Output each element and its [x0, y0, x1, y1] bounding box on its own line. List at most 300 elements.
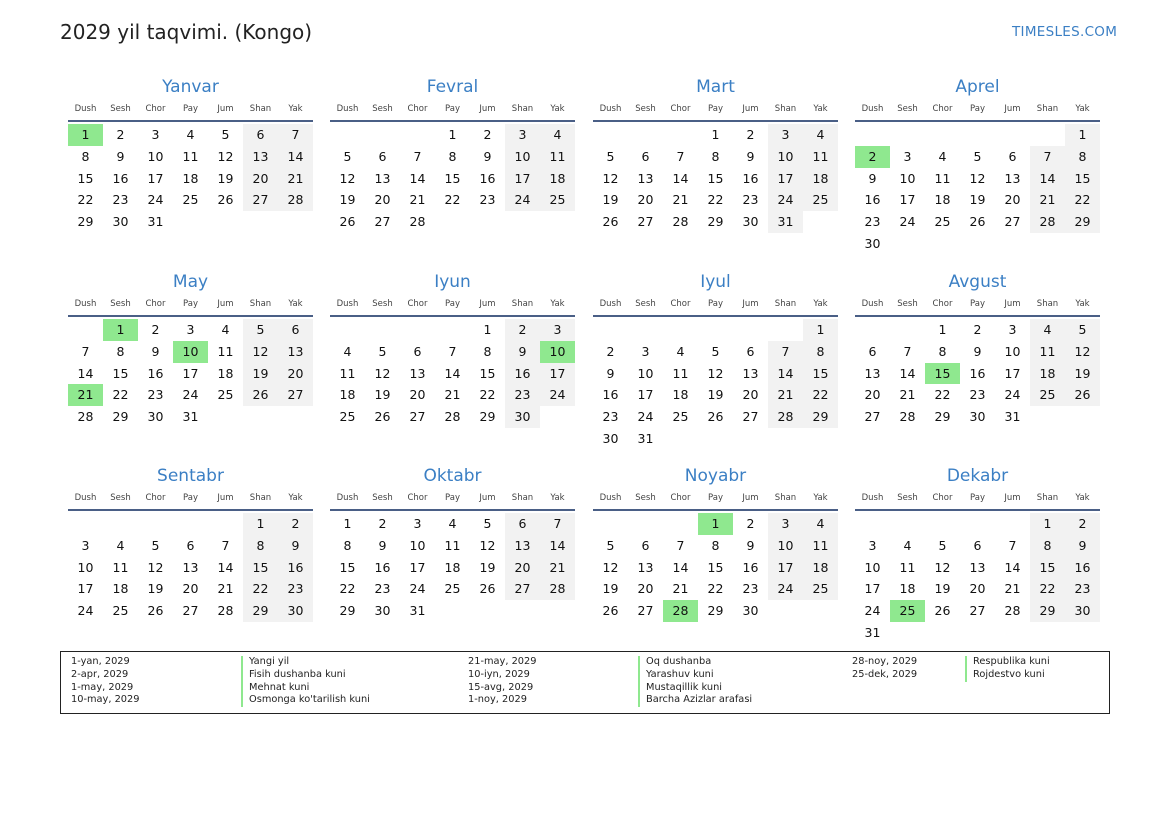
day-cell: 14: [540, 535, 575, 557]
weekday-label: Chor: [932, 104, 953, 114]
day-cell: 3: [413, 516, 422, 531]
day-cell: 16: [374, 559, 391, 575]
day-cell: 10: [409, 537, 426, 553]
day-cell: 6: [973, 537, 982, 553]
day-cell: 14: [217, 559, 234, 575]
day-cell: 20: [742, 387, 759, 403]
day-cell: 9: [746, 537, 755, 553]
weekday-label: Chor: [145, 493, 166, 503]
weekday-label: Shan: [1036, 493, 1059, 503]
empty-cell: [960, 513, 995, 535]
day-cell: 14: [672, 559, 689, 575]
day-cell: 10: [505, 146, 540, 168]
day-cell: 7: [278, 124, 313, 146]
holiday-day-cell: 1: [698, 513, 733, 535]
day-cell: 25: [1030, 384, 1065, 406]
day-cell: 23: [112, 192, 129, 208]
day-cell: 3: [641, 343, 650, 359]
day-cell: 7: [448, 343, 457, 359]
day-cell: 30: [864, 235, 881, 251]
day-cell: 7: [221, 537, 230, 553]
day-cell: 20: [243, 168, 278, 190]
day-cell: 5: [606, 537, 615, 553]
day-cell: 1: [243, 513, 278, 535]
day-cell: 13: [409, 365, 426, 381]
holiday-day-cell: 21: [68, 384, 103, 406]
empty-cell: [365, 319, 400, 341]
day-cell: 13: [182, 559, 199, 575]
day-cell: 25: [444, 581, 461, 597]
empty-cell: [995, 124, 1030, 146]
day-cell: 19: [1065, 363, 1100, 385]
day-cell: 28: [1030, 211, 1065, 233]
empty-cell: [890, 513, 925, 535]
empty-cell: [400, 319, 435, 341]
day-cell: 16: [602, 387, 619, 403]
day-cell: 12: [602, 170, 619, 186]
day-cell: 15: [803, 363, 838, 385]
weekday-label: Jum: [217, 104, 234, 114]
weekday-label: Yak: [550, 299, 565, 309]
weekday-label: Jum: [479, 104, 496, 114]
month-name: Oktabr: [423, 466, 482, 486]
weekday-label: Sesh: [635, 493, 656, 503]
day-cell: 26: [1065, 384, 1100, 406]
brand-link[interactable]: TIMESLES.COM: [1012, 24, 1118, 40]
weekday-label: Shan: [511, 299, 534, 309]
day-cell: 9: [505, 341, 540, 363]
day-cell: 8: [1030, 535, 1065, 557]
day-cell: 2: [746, 127, 755, 142]
day-cell: 2: [116, 127, 125, 142]
day-cell: 9: [116, 148, 125, 164]
day-cell: 21: [409, 192, 426, 208]
day-cell: 14: [409, 170, 426, 186]
day-cell: 2: [973, 322, 982, 337]
legend-date: 1-may, 2029: [71, 681, 134, 693]
legend-holiday-name: Yangi yil: [241, 656, 370, 669]
holiday-day-cell: 15: [925, 363, 960, 385]
day-cell: 11: [1030, 341, 1065, 363]
weekday-label: Sesh: [110, 104, 131, 114]
day-cell: 24: [147, 192, 164, 208]
empty-cell: [663, 513, 698, 535]
day-cell: 12: [339, 170, 356, 186]
day-cell: 28: [768, 406, 803, 428]
weekday-header: [68, 102, 313, 122]
day-cell: 28: [899, 409, 916, 425]
empty-cell: [138, 513, 173, 535]
day-cell: 11: [112, 559, 129, 575]
day-cell: 26: [147, 603, 164, 619]
day-cell: 20: [637, 192, 654, 208]
weekday-label: Pay: [445, 299, 460, 309]
day-cell: 15: [707, 170, 724, 186]
weekday-label: Dush: [336, 104, 359, 114]
day-cell: 18: [540, 168, 575, 190]
day-cell: 29: [707, 603, 724, 619]
weekday-label: Yak: [288, 493, 303, 503]
day-cell: 10: [768, 146, 803, 168]
day-cell: 31: [768, 211, 803, 233]
empty-cell: [733, 319, 768, 341]
day-cell: 26: [374, 409, 391, 425]
day-cell: 29: [339, 603, 356, 619]
day-cell: 15: [243, 557, 278, 579]
day-cell: 13: [1004, 170, 1021, 186]
day-cell: 28: [217, 603, 234, 619]
weekday-label: Yak: [1075, 493, 1090, 503]
day-cell: 20: [374, 192, 391, 208]
holiday-day-cell: 10: [173, 341, 208, 363]
legend-holiday-name: Rojdestvo kuni: [965, 669, 1050, 682]
day-cell: 3: [81, 537, 90, 553]
day-cell: 8: [81, 148, 90, 164]
legend-dates-column: [852, 656, 917, 682]
day-cell: 11: [803, 535, 838, 557]
day-cell: 26: [339, 214, 356, 230]
legend-holiday-name: Mehnat kuni: [241, 682, 370, 695]
day-cell: 20: [182, 581, 199, 597]
day-cell: 9: [746, 148, 755, 164]
day-cell: 12: [602, 559, 619, 575]
day-cell: 5: [938, 537, 947, 553]
empty-cell: [208, 513, 243, 535]
day-cell: 27: [637, 603, 654, 619]
day-cell: 22: [339, 581, 356, 597]
weekday-label: Sesh: [372, 493, 393, 503]
day-cell: 19: [969, 192, 986, 208]
weekday-label: Pay: [183, 299, 198, 309]
day-cell: 30: [278, 600, 313, 622]
day-cell: 11: [217, 343, 234, 359]
weekday-label: Jum: [742, 493, 759, 503]
day-cell: 8: [243, 535, 278, 557]
day-cell: 5: [343, 148, 352, 164]
day-cell: 24: [182, 387, 199, 403]
day-cell: 22: [707, 581, 724, 597]
day-cell: 19: [217, 170, 234, 186]
day-cell: 17: [768, 168, 803, 190]
day-cell: 22: [707, 192, 724, 208]
day-cell: 18: [339, 387, 356, 403]
day-cell: 11: [672, 365, 689, 381]
weekday-label: Pay: [970, 493, 985, 503]
day-cell: 23: [969, 387, 986, 403]
weekday-label: Chor: [407, 493, 428, 503]
day-cell: 18: [803, 557, 838, 579]
empty-cell: [330, 319, 365, 341]
day-cell: 16: [1065, 557, 1100, 579]
day-cell: 24: [637, 409, 654, 425]
day-cell: 16: [505, 363, 540, 385]
day-cell: 14: [672, 170, 689, 186]
weekday-label: Shan: [249, 493, 272, 503]
month-block: [593, 75, 838, 233]
day-cell: 9: [278, 535, 313, 557]
day-cell: 13: [243, 146, 278, 168]
day-cell: 3: [505, 124, 540, 146]
day-cell: 29: [707, 214, 724, 230]
weekday-label: Dush: [599, 104, 622, 114]
day-grid: [68, 513, 313, 622]
month-name: Noyabr: [684, 466, 747, 486]
weekday-header: [330, 102, 575, 122]
day-cell: 27: [409, 409, 426, 425]
day-cell: 4: [186, 127, 195, 142]
day-cell: 27: [1004, 214, 1021, 230]
day-cell: 13: [278, 341, 313, 363]
day-cell: 27: [637, 214, 654, 230]
day-cell: 29: [1065, 211, 1100, 233]
weekday-label: Sesh: [110, 493, 131, 503]
day-grid: [68, 124, 313, 233]
day-cell: 20: [409, 387, 426, 403]
day-cell: 17: [505, 168, 540, 190]
weekday-label: Yak: [288, 299, 303, 309]
weekday-label: Shan: [774, 299, 797, 309]
legend-date: 10-iyn, 2029: [468, 668, 530, 680]
day-cell: 11: [444, 537, 461, 553]
day-cell: 15: [1030, 557, 1065, 579]
day-cell: 7: [903, 343, 912, 359]
day-cell: 10: [899, 170, 916, 186]
weekday-label: Jum: [217, 493, 234, 503]
day-cell: 19: [479, 559, 496, 575]
day-cell: 22: [112, 387, 129, 403]
day-cell: 12: [934, 559, 951, 575]
weekday-label: Shan: [1036, 104, 1059, 114]
day-cell: 13: [969, 559, 986, 575]
day-cell: 8: [711, 148, 720, 164]
weekday-label: Jum: [479, 493, 496, 503]
empty-cell: [628, 319, 663, 341]
empty-cell: [925, 124, 960, 146]
day-cell: 23: [742, 192, 759, 208]
weekday-label: Chor: [145, 104, 166, 114]
day-cell: 24: [505, 189, 540, 211]
day-cell: 6: [1008, 148, 1017, 164]
day-cell: 3: [903, 148, 912, 164]
day-cell: 24: [77, 603, 94, 619]
day-cell: 21: [672, 192, 689, 208]
weekday-label: Chor: [932, 299, 953, 309]
day-cell: 12: [217, 148, 234, 164]
day-cell: 3: [151, 127, 160, 142]
day-cell: 5: [711, 343, 720, 359]
day-cell: 25: [672, 409, 689, 425]
day-cell: 28: [278, 189, 313, 211]
month-block: [855, 464, 1100, 644]
day-cell: 8: [116, 343, 125, 359]
day-cell: 27: [505, 578, 540, 600]
day-cell: 6: [378, 148, 387, 164]
empty-cell: [628, 124, 663, 146]
day-cell: 2: [746, 516, 755, 531]
weekday-header: [855, 297, 1100, 317]
day-cell: 22: [77, 192, 94, 208]
day-cell: 23: [742, 581, 759, 597]
day-cell: 23: [147, 387, 164, 403]
day-cell: 10: [77, 559, 94, 575]
day-cell: 10: [147, 148, 164, 164]
weekday-label: Sesh: [110, 299, 131, 309]
month-name: May: [172, 272, 209, 292]
day-grid: [593, 124, 838, 233]
day-cell: 30: [505, 406, 540, 428]
day-cell: 20: [278, 363, 313, 385]
day-cell: 26: [217, 192, 234, 208]
weekday-label: Yak: [813, 493, 828, 503]
day-cell: 17: [77, 581, 94, 597]
day-cell: 23: [278, 578, 313, 600]
day-cell: 12: [969, 170, 986, 186]
day-cell: 30: [742, 603, 759, 619]
weekday-label: Chor: [670, 299, 691, 309]
day-cell: 24: [1004, 387, 1021, 403]
legend-date: 21-may, 2029: [468, 656, 537, 667]
empty-cell: [103, 513, 138, 535]
day-cell: 11: [540, 146, 575, 168]
day-cell: 22: [243, 578, 278, 600]
day-cell: 7: [81, 343, 90, 359]
day-cell: 6: [186, 537, 195, 553]
day-cell: 3: [540, 319, 575, 341]
day-cell: 12: [1065, 341, 1100, 363]
day-cell: 25: [934, 214, 951, 230]
weekday-label: Chor: [932, 493, 953, 503]
day-cell: 18: [182, 170, 199, 186]
day-cell: 11: [899, 559, 916, 575]
legend-holiday-name: Fisih dushanba kuni: [241, 669, 370, 682]
empty-cell: [855, 124, 890, 146]
empty-cell: [925, 513, 960, 535]
day-cell: 7: [1008, 537, 1017, 553]
day-cell: 1: [1030, 513, 1065, 535]
day-cell: 14: [768, 363, 803, 385]
day-cell: 25: [339, 409, 356, 425]
day-cell: 21: [672, 581, 689, 597]
day-grid: [330, 124, 575, 233]
day-cell: 6: [413, 343, 422, 359]
day-cell: 31: [864, 624, 881, 640]
day-cell: 21: [444, 387, 461, 403]
day-cell: 22: [479, 387, 496, 403]
day-cell: 2: [278, 513, 313, 535]
weekday-label: Chor: [670, 104, 691, 114]
day-cell: 1: [711, 127, 720, 142]
day-cell: 30: [374, 603, 391, 619]
day-cell: 17: [899, 192, 916, 208]
day-cell: 31: [147, 214, 164, 230]
empty-cell: [593, 124, 628, 146]
day-cell: 26: [602, 214, 619, 230]
day-cell: 12: [243, 341, 278, 363]
weekday-header: [855, 491, 1100, 511]
weekday-label: Pay: [183, 493, 198, 503]
weekday-label: Jum: [479, 299, 496, 309]
weekday-label: Jum: [1004, 493, 1021, 503]
weekday-label: Chor: [407, 299, 428, 309]
month-name: Sentabr: [157, 466, 224, 486]
day-cell: 17: [1004, 365, 1021, 381]
day-cell: 24: [768, 578, 803, 600]
empty-cell: [960, 124, 995, 146]
day-cell: 9: [606, 365, 615, 381]
day-cell: 8: [448, 148, 457, 164]
day-cell: 16: [742, 559, 759, 575]
empty-cell: [593, 513, 628, 535]
day-cell: 24: [540, 384, 575, 406]
legend-dates-column: [468, 656, 537, 707]
holiday-legend: [60, 651, 1110, 714]
day-cell: 18: [217, 365, 234, 381]
month-name: Iyul: [700, 272, 731, 292]
day-cell: 28: [444, 409, 461, 425]
month-name: Aprel: [955, 77, 1000, 97]
month-block: [330, 464, 575, 622]
weekday-label: Pay: [970, 104, 985, 114]
legend-holiday-name: Barcha Azizlar arafasi: [638, 694, 752, 707]
weekday-label: Dush: [861, 493, 884, 503]
day-cell: 6: [243, 124, 278, 146]
day-cell: 24: [409, 581, 426, 597]
day-cell: 16: [864, 192, 881, 208]
day-cell: 14: [1004, 559, 1021, 575]
legend-date: 25-dek, 2029: [852, 668, 918, 680]
month-name: Mart: [696, 77, 735, 97]
day-cell: 17: [864, 581, 881, 597]
day-cell: 27: [742, 409, 759, 425]
day-cell: 1: [1065, 124, 1100, 146]
day-cell: 18: [444, 559, 461, 575]
empty-cell: [68, 319, 103, 341]
month-block: [855, 270, 1100, 428]
day-cell: 8: [711, 537, 720, 553]
day-cell: 5: [483, 516, 492, 531]
day-cell: 27: [243, 189, 278, 211]
day-cell: 1: [803, 319, 838, 341]
empty-cell: [663, 319, 698, 341]
day-cell: 18: [934, 192, 951, 208]
day-cell: 7: [1030, 146, 1065, 168]
day-cell: 21: [217, 581, 234, 597]
month-block: [68, 270, 313, 428]
day-cell: 16: [479, 170, 496, 186]
page-title: 2029 yil taqvimi. (Kongo): [60, 20, 313, 44]
day-cell: 1: [343, 516, 352, 531]
day-cell: 13: [505, 535, 540, 557]
day-cell: 25: [803, 189, 838, 211]
legend-date: 2-apr, 2029: [71, 668, 129, 680]
day-cell: 26: [707, 409, 724, 425]
day-cell: 17: [768, 557, 803, 579]
holiday-day-cell: 2: [855, 146, 890, 168]
day-cell: 4: [938, 148, 947, 164]
day-cell: 15: [1065, 168, 1100, 190]
day-cell: 22: [934, 387, 951, 403]
day-cell: 4: [1030, 319, 1065, 341]
holiday-day-cell: 1: [68, 124, 103, 146]
weekday-label: Jum: [742, 299, 759, 309]
weekday-label: Pay: [445, 493, 460, 503]
weekday-label: Sesh: [635, 299, 656, 309]
month-block: [68, 75, 313, 233]
day-cell: 18: [803, 168, 838, 190]
day-cell: 26: [602, 603, 619, 619]
day-cell: 28: [1004, 603, 1021, 619]
day-cell: 6: [641, 148, 650, 164]
